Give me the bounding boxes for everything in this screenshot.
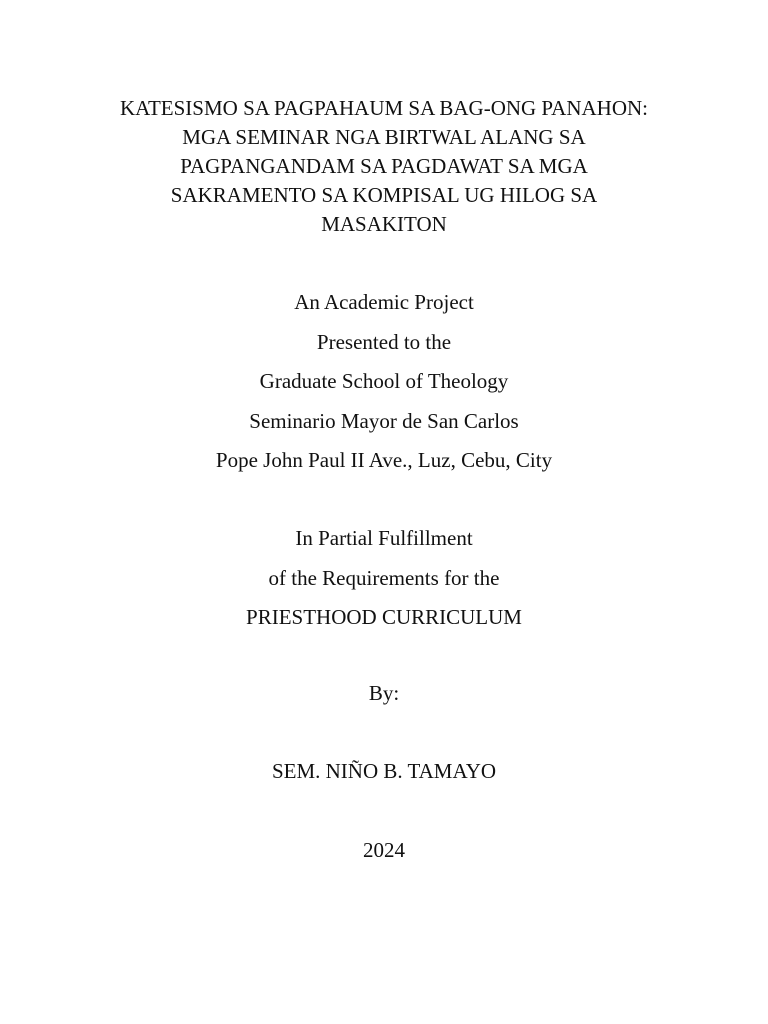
curriculum-name: PRIESTHOOD CURRICULUM	[246, 605, 522, 629]
document-title	[0, 94, 768, 239]
fulfillment-line: of the Requirements for the	[268, 565, 500, 590]
institution-name: Seminario Mayor de San Carlos	[249, 408, 519, 433]
institution-address: Pope John Paul II Ave., Luz, Cebu, City	[215, 448, 553, 472]
school-name: Graduate School of Theology	[259, 369, 509, 393]
title-line: MGA SEMINAR NGA BIRTWAL ALANG SA	[182, 125, 586, 149]
title-line: PAGPANGANDAM SA PAGDAWAT SA MGA	[180, 154, 588, 178]
year: 2024	[363, 838, 405, 862]
fulfillment-line: In Partial Fulfillment	[295, 526, 473, 550]
presentation-statement	[0, 283, 768, 481]
title-line: SAKRAMENTO SA KOMPISAL UG HILOG SA	[170, 183, 598, 207]
author-name: SEM. NIÑO B. TAMAYO	[271, 759, 497, 783]
title-line: KATESISMO SA PAGPAHAUM SA BAG-ONG PANAHON:	[119, 96, 649, 120]
presented-to: Presented to the	[316, 329, 452, 354]
project-type: An Academic Project	[294, 290, 474, 314]
title-line: MASAKITON	[321, 212, 447, 236]
by-label: By:	[368, 681, 400, 705]
fulfillment-statement	[0, 519, 768, 638]
